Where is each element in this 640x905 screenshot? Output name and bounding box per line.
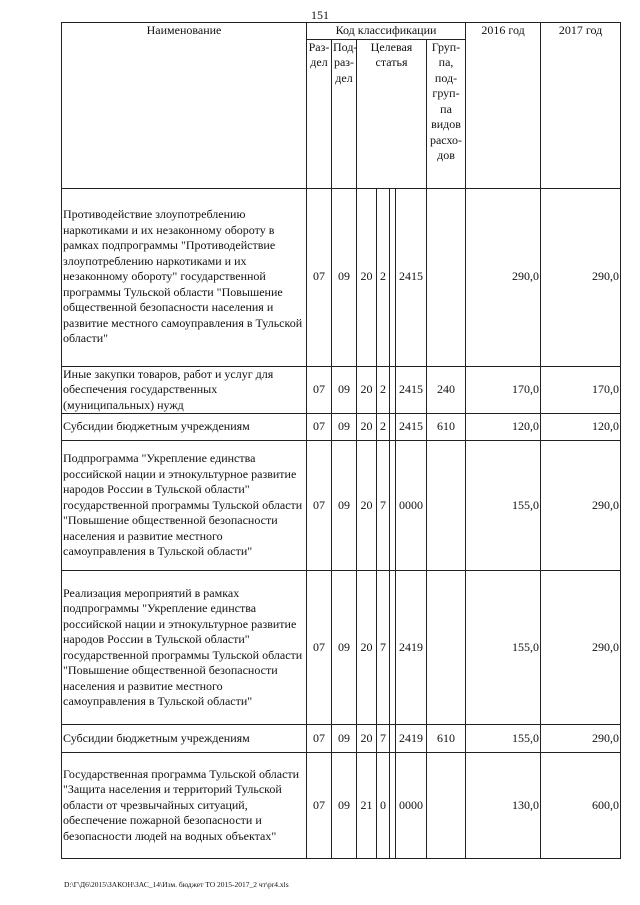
table-header	[62, 23, 621, 189]
row-expense-type: 610	[427, 414, 466, 441]
row-target-subprogram: 7	[377, 725, 390, 753]
row-expense-type	[427, 441, 466, 571]
header-expense-type: Груп-па, под-груп-па видов расхо-дов	[427, 39, 466, 188]
header-year-2017: 2017 год	[541, 23, 621, 189]
row-name: Субсидии бюджетным учреждениям	[62, 725, 307, 753]
row-section: 07	[307, 725, 332, 753]
row-subsection: 09	[332, 725, 357, 753]
row-amount-2016: 155,0	[466, 571, 541, 725]
row-expense-type	[427, 753, 466, 859]
row-subsection: 09	[332, 414, 357, 441]
row-section: 07	[307, 441, 332, 571]
row-target-direction: 0000	[396, 753, 427, 859]
row-name: Противодействие злоупотреблению наркотиками и их незаконному обороту в рамках подпрограммы "Противодействие злоупотреблению наркотиками и их незаконному обороту" государственной программы Тульской области "Повышение общественной безопасности населения и развитие местного самоуправления в Тульской области"	[62, 188, 307, 366]
row-subsection: 09	[332, 188, 357, 366]
header-year-2016: 2016 год	[466, 23, 541, 189]
row-amount-2016: 155,0	[466, 725, 541, 753]
row-target-subprogram: 2	[377, 188, 390, 366]
row-target-direction: 2415	[396, 188, 427, 366]
row-amount-2017: 290,0	[541, 725, 621, 753]
row-target-subprogram: 2	[377, 366, 390, 414]
page-number: 151	[311, 8, 329, 22]
row-section: 07	[307, 753, 332, 859]
row-subsection: 09	[332, 753, 357, 859]
row-name: Государственная программа Тульской области "Защита населения и территорий Тульской области от чрезвычайных ситуаций, обеспечение пожарной безопасности и безопасности людей на водных объектах"	[62, 753, 307, 859]
row-target-program: 21	[357, 753, 377, 859]
row-target-direction: 2415	[396, 366, 427, 414]
row-target-program: 20	[357, 366, 377, 414]
row-target-subprogram: 7	[377, 571, 390, 725]
row-amount-2016: 130,0	[466, 753, 541, 859]
row-amount-2017: 290,0	[541, 441, 621, 571]
file-path-footer: D:\Г\Д6\2015\ЗАКОН\ЗАС_14\Изм. бюджет ТО 2015-2017_2 чт\pr4.xls	[64, 880, 289, 889]
row-section: 07	[307, 366, 332, 414]
table-row	[62, 414, 621, 441]
row-amount-2017: 170,0	[541, 366, 621, 414]
row-target-subprogram: 0	[377, 753, 390, 859]
row-target-program: 20	[357, 188, 377, 366]
row-amount-2017: 120,0	[541, 414, 621, 441]
row-target-subprogram: 7	[377, 441, 390, 571]
table-row	[62, 753, 621, 859]
row-target-direction: 2419	[396, 725, 427, 753]
row-amount-2016: 155,0	[466, 441, 541, 571]
row-amount-2016: 290,0	[466, 188, 541, 366]
row-expense-type	[427, 571, 466, 725]
row-amount-2017: 600,0	[541, 753, 621, 859]
row-target-direction: 2415	[396, 414, 427, 441]
row-section: 07	[307, 571, 332, 725]
row-name: Реализация мероприятий в рамках подпрограммы "Укрепление единства российской нации и этнокультурное развитие народов России в Тульской области" государственной программы Тульской области "Повышение общественной безопасности населения и развитие местного самоуправления в Тульской области"	[62, 571, 307, 725]
row-target-direction: 0000	[396, 441, 427, 571]
row-subsection: 09	[332, 366, 357, 414]
header-subsection: Под-раз-дел	[332, 39, 357, 188]
header-name: Наименование	[62, 23, 307, 189]
row-target-program: 20	[357, 414, 377, 441]
row-amount-2017: 290,0	[541, 571, 621, 725]
row-target-program: 20	[357, 441, 377, 571]
table-row	[62, 366, 621, 414]
row-target-program: 20	[357, 725, 377, 753]
row-amount-2016: 170,0	[466, 366, 541, 414]
row-expense-type: 610	[427, 725, 466, 753]
row-expense-type: 240	[427, 366, 466, 414]
row-name: Субсидии бюджетным учреждениям	[62, 414, 307, 441]
row-amount-2017: 290,0	[541, 188, 621, 366]
table-body	[62, 188, 621, 859]
header-target-article: Целевая статья	[357, 39, 427, 188]
row-section: 07	[307, 188, 332, 366]
header-code-group: Код классификации	[307, 23, 466, 40]
header-section: Раз-дел	[307, 39, 332, 188]
row-name: Иные закупки товаров, работ и услуг для обеспечения государственных (муниципальных) нужд	[62, 366, 307, 414]
row-name: Подпрограмма "Укрепление единства российской нации и этнокультурное развитие народов России в Тульской области" государственной программы Тульской области "Повышение общественной безопасности населения и развитие местного самоуправления в Тульской области"	[62, 441, 307, 571]
table-row	[62, 188, 621, 366]
row-section: 07	[307, 414, 332, 441]
row-subsection: 09	[332, 441, 357, 571]
row-expense-type	[427, 188, 466, 366]
row-target-program: 20	[357, 571, 377, 725]
row-amount-2016: 120,0	[466, 414, 541, 441]
table-row	[62, 571, 621, 725]
row-target-subprogram: 2	[377, 414, 390, 441]
table-row	[62, 441, 621, 571]
budget-table	[61, 22, 621, 859]
row-target-direction: 2419	[396, 571, 427, 725]
row-subsection: 09	[332, 571, 357, 725]
table-row	[62, 725, 621, 753]
